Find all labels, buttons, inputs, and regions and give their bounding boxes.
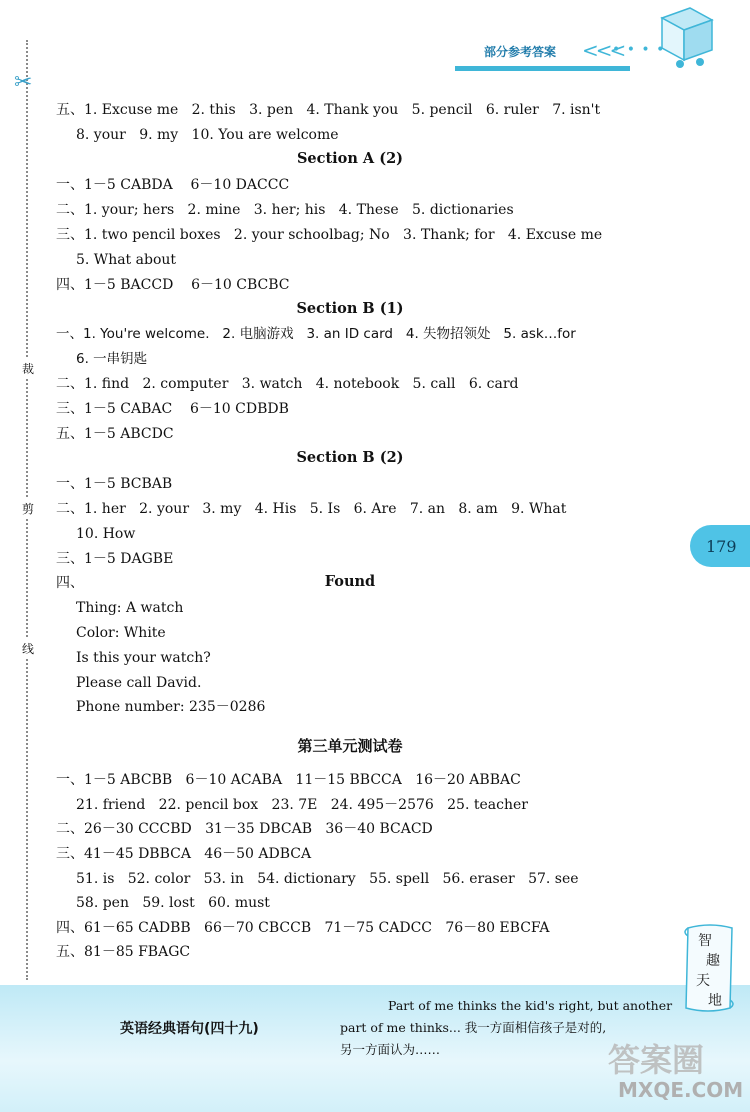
answer-line: 三、41－45 DBBCA 46－50 ADBCA <box>56 846 312 862</box>
answer-line: 四、61－65 CADBB 66－70 CBCCB 71－75 CADCC 76－80 EBCFA <box>56 920 550 936</box>
cut-mark-1: 裁 <box>22 358 34 379</box>
answer-line: 10. How <box>76 526 136 542</box>
answer-line: 5. What about <box>76 252 177 268</box>
answer-line: 二、1. her 2. your 3. my 4. His 5. Is 6. Are 7. an 8. am 9. What <box>56 501 567 517</box>
answer-line: 四、1－5 BACCD 6－10 CBCBC <box>56 277 290 293</box>
answer-line: 五、81－85 FBAGC <box>56 944 191 960</box>
cut-mark-2: 剪 <box>22 498 34 519</box>
page-number-badge: 179 <box>690 525 750 567</box>
answer-line: 二、1. your; hers 2. mine 3. her; his 4. These 5. dictionaries <box>56 202 514 218</box>
answer-line: 二、26－30 CCCBD 31－35 DBCAB 36－40 BCACD <box>56 821 433 837</box>
footer-title: 英语经典语句(四十九) <box>120 1021 259 1037</box>
section-heading: Section B (1) <box>296 300 404 317</box>
answer-line: 一、1. You're welcome. 2. 电脑游戏 3. an ID card 4. 失物招领处 5. ask…for <box>56 326 576 342</box>
scroll-char: 智 <box>698 933 712 949</box>
dots-decoration: • • • • <box>612 42 666 58</box>
scroll-char: 趣 <box>706 953 720 969</box>
scroll-char: 地 <box>708 993 722 1009</box>
cube-decoration-icon <box>650 0 720 70</box>
answer-line: 58. pen 59. lost 60. must <box>76 895 270 911</box>
footer-quote-line-3: 另一方面认为…… <box>340 1042 441 1057</box>
chevron-left-icon: <<< <box>582 38 624 62</box>
header-label: 部分参考答案 <box>484 45 557 59</box>
answer-line: 一、1－5 BCBAB <box>56 476 173 492</box>
unit-test-heading: 第三单元测试卷 <box>297 737 403 755</box>
scissors-icon: ✂ <box>14 70 33 95</box>
found-heading: Found <box>324 573 376 590</box>
cut-mark-3: 线 <box>22 638 34 659</box>
footer-quote-line-1: Part of me thinks the kid's right, but another <box>388 998 673 1013</box>
answer-line: 8. your 9. my 10. You are welcome <box>76 127 339 143</box>
answer-line: Thing: A watch <box>76 600 184 616</box>
answer-line: 五、1. Excuse me 2. this 3. pen 4. Thank you 5. pencil 6. ruler 7. isn't <box>56 102 601 118</box>
answer-line: 6. 一串钥匙 <box>76 351 148 367</box>
answer-line: 三、1－5 DAGBE <box>56 551 174 567</box>
footer-quote-line-2: part of me thinks... 我一方面相信孩子是对的, <box>340 1020 607 1035</box>
section-heading: Section B (2) <box>296 449 404 466</box>
answer-line: 二、1. find 2. computer 3. watch 4. notebook 5. call 6. card <box>56 376 519 392</box>
answer-line: 五、1－5 ABCDC <box>56 426 174 442</box>
answer-line: 51. is 52. color 53. in 54. dictionary 55. spell 56. eraser 57. see <box>76 871 579 887</box>
answer-line: 四、 <box>56 575 84 591</box>
answer-line: 21. friend 22. pencil box 23. 7E 24. 495－2576 25. teacher <box>76 797 528 813</box>
header-bar <box>455 66 630 71</box>
answer-line: 一、1－5 CABDA 6－10 DACCC <box>56 177 290 193</box>
scroll-char: 天 <box>696 973 710 989</box>
answer-line: 一、1－5 ABCBB 6－10 ACABA 11－15 BBCCA 16－20 ABBAC <box>56 772 521 788</box>
section-heading: Section A (2) <box>296 150 404 167</box>
answer-line: 三、1. two pencil boxes 2. your schoolbag; No 3. Thank; for 4. Excuse me <box>56 227 603 243</box>
answer-line: Phone number: 235－0286 <box>76 699 266 715</box>
answer-line: Is this your watch? <box>76 650 211 666</box>
watermark-logo: 答案圈 <box>608 1041 705 1079</box>
answer-line: Color: White <box>76 625 166 641</box>
watermark-url: MXQE.COM <box>618 1078 744 1102</box>
answer-line: Please call David. <box>76 675 202 691</box>
answer-line: 三、1－5 CABAC 6－10 CDBDB <box>56 401 289 417</box>
